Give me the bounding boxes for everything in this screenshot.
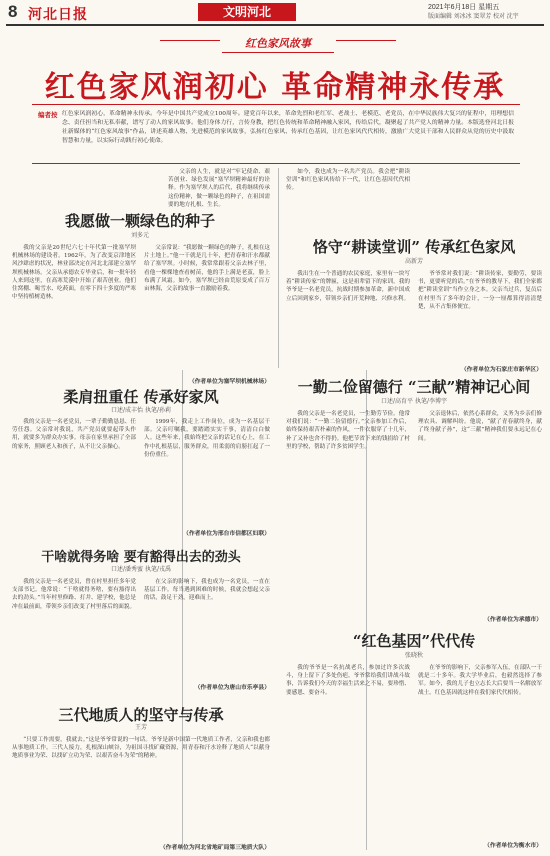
article-body: 1999年，我走上工作岗位，成为一名基层干部。父亲叮嘱我，要踏踏实实干事，清清白白做人。这些年来，我始终把父亲的话记在心上，在工作中扎根基层，服务群众，用柔弱的肩膀扛起了一份份重任。 (144, 419, 270, 458)
article-body: 父亲退休后，依然心系群众，义务为乡亲们修理农具、调解纠纷。他说，“献了青春献终身，献了终身献子孙”，这“三献”精神我们要永远记在心间。 (418, 411, 542, 442)
article-note: （作者单位为唐山市乐亭县） (194, 685, 270, 691)
page-editors: 版面编辑 刘冰冰 窦翠芳 校对 沈宇 (428, 14, 519, 20)
article-note: （作者单位为衡水市） (484, 843, 542, 849)
article-title: 我愿做一颗绿色的种子 (64, 212, 215, 230)
series-right-rule (336, 40, 396, 41)
article-title: 恪守“耕读堂训” 传承红色家风 (312, 238, 516, 256)
article-byline: 高新芳 (404, 258, 423, 265)
article-body: 爷爷常对我们说：“耕读传家，要勤劳，要读书，更要听党的话。”在爷爷的教导下，我们全家都把“耕读堂训”当作立身之本。父亲当过兵，复员后在村里当了多年的会计，一分一厘都算得清清楚楚，从不占集体便宜。 (418, 271, 542, 310)
page-number: 8 (8, 2, 18, 21)
article-body: 我出生在一个普通的农民家庭，家里有一块写着“耕读传家”的牌匾，这是祖辈留下的家训。我的爷爷是一名老党员，抗战时期参加革命，新中国成立后回到家乡，带领乡亲们开荒种地、兴修水利。 (286, 271, 410, 302)
article-body: 我的父亲是一名老党员，一生勤劳节俭。他常对我们说：“一勤二俭留德行。”父亲参加工作后，始终保持艰苦朴素的作风，一件衣服穿了十几年，补了又补也舍不得扔。他把节省下来的钱捐给了村里的学校，帮助了许多贫困学生。 (286, 411, 410, 450)
column-divider (278, 168, 279, 368)
article-title: 一勤二俭留德行 “三献”精神记心间 (297, 378, 531, 396)
article-title: 柔肩扭重任 传承好家风 (63, 388, 219, 406)
article-byline: 刘多元 (130, 232, 149, 239)
editor-note-text: 红色家风润初心，革命精神永传承。今年是中国共产党成立100周年。建党百年以来，革命先烈和老红军、老战士、老模范、老党员，在中华民族伟大复兴的征程中，用理想信念、责任担当和无私奉献，谱写了动人的家风故事。他们身体力行，言传身教，把红色传统和革命精神融入家风，传给后代，凝聚起了共产党人的精神力量。本版选登河北日报社新媒体的“红色家风故事”作品，讲述英雄人物、先进模范的家风故事，弘扬红色家风、传承红色基因，让红色家风代代相传，激励广大党员干部和人民群众从党的历史中汲取智慧和力量，以实际行动践行初心使命。 (62, 111, 514, 144)
article-byline: 张晓秋 (404, 652, 423, 659)
article-body: 父亲常说：“我愿做一颗绿色的种子，扎根在这片土地上。”他一干就是几十年，把青春和汗水都献给了塞罕坝。小时候，我常常跟着父亲去林子里，看他一棵棵地查看树苗，他的手上满是老茧，脸上布满了风霜。如今，塞罕坝已经由荒原变成了百万亩林海，父亲的故事一直激励着我。 (144, 245, 270, 293)
editor-note-label: 编者按 (38, 111, 58, 119)
article-body: 在父亲的影响下，我也成为一名党员，一直在基层工作。每当遇到困难的时候，我就会想起父亲的话，鼓足干劲，迎难而上。 (144, 579, 270, 602)
series-title: 红色家风故事 (222, 36, 334, 53)
article-title: 干啥就得务啥 要有豁得出去的劲头 (41, 550, 241, 565)
article-byline: 口述/成丰怡 执笔/孙莉 (111, 407, 171, 414)
article-body: 在爷爷的影响下，父亲参军入伍，在部队一干就是二十多年。我大学毕业后，也毅然选择了参军。如今，我的儿子也立志长大后要当一名解放军战士。红色基因就这样在我们家代代相传。 (418, 665, 542, 696)
article-body: 我的父亲是一名老党员，曾在村里担任多年党支部书记。他常说：“干啥就得务啥，要有豁得出去的劲头。”当年村里修路、打井、建学校，他总是冲在最前面，带领乡亲们改变了村里落后的面貌。 (12, 579, 136, 610)
section-banner: 文明河北 (198, 3, 296, 21)
series-left-rule (160, 40, 220, 41)
header-rule (6, 24, 544, 26)
article-note: （作者单位为石家庄市新华区） (460, 367, 542, 373)
article-byline: 口述/高育平 执笔/李博宇 (381, 398, 447, 405)
article-title: 三代地质人的坚守与传承 (58, 706, 224, 724)
article-title: “红色基因”代代传 (352, 632, 476, 650)
article-body: 我的父亲是20世纪六七十年代第一批塞罕坝机械林场的建设者。1962年，为了改变京津地区风沙肆虐的状况，林业部决定在河北北部建立塞罕坝机械林场。父亲从承德农专毕业后，和一批年轻人来到这里，在高寒荒漠中开始了艰苦创业。他们住窝棚、喝雪水、吃莜面，在零下四十多度的严寒中坚持植树造林。 (12, 245, 136, 301)
article-byline: 口述/潘秀蜜 执笔/戎禹 (111, 566, 171, 573)
article-body: 如今，我也成为一名共产党员。我会把“耕读堂训”和红色家风传给下一代，让红色基因代代相传。 (286, 169, 410, 192)
article-note: （作者单位为河北省地矿局第三地质大队） (159, 845, 270, 851)
masthead-logo: 河北日报 (28, 7, 88, 23)
article-body: 父亲的人生，就是对“牢记使命、艰苦创业、绿色发展”塞罕坝精神最好的诠释。作为塞罕坝人的后代，我将继续传承这份精神，做一颗绿色的种子，在祖国需要的地方扎根、生长。 (168, 169, 270, 208)
main-title: 红色家风润初心 革命精神永传承 (44, 70, 506, 105)
article-body: 我的父亲是一名老党员，一辈子勤勤恳恳、任劳任怨。父亲常对我说，共产党员就要起带头作用，就要多为群众办实事。母亲在家里承担了全部的家务，照顾老人和孩子，从不让父亲操心。 (12, 419, 136, 450)
article-note: （作者单位为承德市） (484, 617, 542, 623)
article-body: “只要工作需要，我就去。”这是爷爷常说的一句话。爷爷是新中国第一代地质工作者，父亲和我也都从事地质工作。三代人接力，扎根深山峡谷，为祖国寻找矿藏资源，用青春和汗水诠释了地质人“以献身地质事业为荣、以找矿立功为荣、以艰苦奋斗为荣”的精神。 (12, 737, 270, 760)
article-body: 我的爷爷是一名抗战老兵，参加过许多次战斗，身上留下了多处伤疤。爷爷常给我们讲战斗故事，告诉我们今天的幸福生活来之不易，要珍惜、要感恩、要奋斗。 (286, 665, 410, 696)
article-byline: 王芳 (134, 724, 147, 731)
article-note: （作者单位为塞罕坝机械林场） (188, 379, 270, 385)
article-note: （作者单位为邢台市信都区妇联） (183, 531, 270, 537)
issue-date: 2021年6月18日 星期五 (428, 4, 500, 11)
